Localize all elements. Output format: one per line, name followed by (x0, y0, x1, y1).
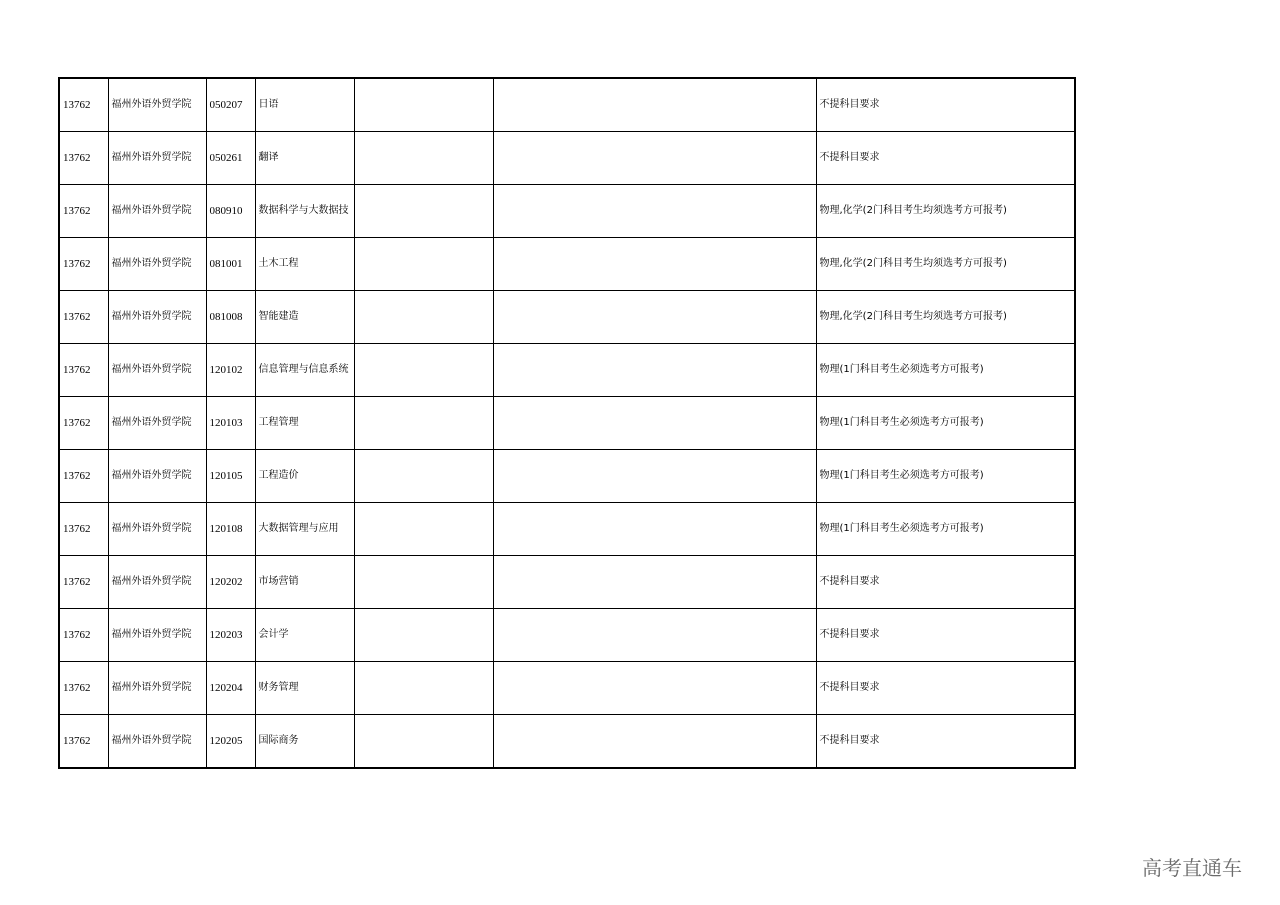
table-row (59, 715, 1075, 769)
major-code-cell: 081001 (206, 238, 255, 291)
empty-cell (354, 132, 493, 185)
school-name-cell: 福州外语外贸学院 (108, 450, 206, 503)
table-row (59, 662, 1075, 715)
school-code-cell: 13762 (59, 503, 108, 556)
empty-cell (493, 450, 816, 503)
major-code-cell: 120205 (206, 715, 255, 769)
empty-cell (354, 662, 493, 715)
major-name-cell: 日语 (255, 78, 354, 132)
subject-requirement-cell: 物理(1门科目考生必须选考方可报考) (816, 450, 1075, 503)
subject-requirement-cell: 物理,化学(2门科目考生均须选考方可报考) (816, 185, 1075, 238)
table-row (59, 344, 1075, 397)
school-name-cell: 福州外语外贸学院 (108, 344, 206, 397)
major-code-cell: 081008 (206, 291, 255, 344)
empty-cell (354, 238, 493, 291)
subject-requirement-cell: 物理,化学(2门科目考生均须选考方可报考) (816, 291, 1075, 344)
school-code-cell: 13762 (59, 185, 108, 238)
major-code-cell: 120204 (206, 662, 255, 715)
subject-requirement-cell: 不提科目要求 (816, 132, 1075, 185)
subject-requirement-cell: 不提科目要求 (816, 662, 1075, 715)
empty-cell (493, 397, 816, 450)
major-name-cell: 大数据管理与应用 (255, 503, 354, 556)
empty-cell (493, 78, 816, 132)
watermark-text: 高考直通车 (1142, 856, 1242, 880)
empty-cell (354, 609, 493, 662)
major-code-cell: 120108 (206, 503, 255, 556)
major-name-cell: 数据科学与大数据技 (255, 185, 354, 238)
empty-cell (493, 132, 816, 185)
major-code-cell: 050207 (206, 78, 255, 132)
empty-cell (493, 291, 816, 344)
school-name-cell: 福州外语外贸学院 (108, 397, 206, 450)
subject-requirements-table (58, 77, 1076, 769)
school-code-cell: 13762 (59, 78, 108, 132)
subject-requirement-cell: 物理,化学(2门科目考生均须选考方可报考) (816, 238, 1075, 291)
school-code-cell: 13762 (59, 556, 108, 609)
major-name-cell: 翻译 (255, 132, 354, 185)
major-name-cell: 会计学 (255, 609, 354, 662)
major-name-cell: 市场营销 (255, 556, 354, 609)
school-code-cell: 13762 (59, 291, 108, 344)
major-code-cell: 120102 (206, 344, 255, 397)
school-name-cell: 福州外语外贸学院 (108, 78, 206, 132)
school-code-cell: 13762 (59, 715, 108, 769)
empty-cell (493, 609, 816, 662)
school-name-cell: 福州外语外贸学院 (108, 132, 206, 185)
table-row (59, 78, 1075, 132)
major-code-cell: 080910 (206, 185, 255, 238)
subject-requirement-cell: 不提科目要求 (816, 609, 1075, 662)
school-code-cell: 13762 (59, 344, 108, 397)
school-code-cell: 13762 (59, 238, 108, 291)
major-name-cell: 财务管理 (255, 662, 354, 715)
empty-cell (354, 450, 493, 503)
subject-requirement-cell: 物理(1门科目考生必须选考方可报考) (816, 397, 1075, 450)
school-name-cell: 福州外语外贸学院 (108, 238, 206, 291)
table-row (59, 132, 1075, 185)
table-row (59, 556, 1075, 609)
empty-cell (354, 291, 493, 344)
empty-cell (493, 556, 816, 609)
table-row (59, 291, 1075, 344)
school-code-cell: 13762 (59, 397, 108, 450)
major-name-cell: 信息管理与信息系统 (255, 344, 354, 397)
empty-cell (354, 503, 493, 556)
table-row (59, 397, 1075, 450)
major-code-cell: 120103 (206, 397, 255, 450)
major-name-cell: 智能建造 (255, 291, 354, 344)
table-row (59, 450, 1075, 503)
table-body (59, 78, 1075, 768)
school-name-cell: 福州外语外贸学院 (108, 715, 206, 769)
empty-cell (493, 503, 816, 556)
empty-cell (493, 238, 816, 291)
empty-cell (493, 344, 816, 397)
school-code-cell: 13762 (59, 609, 108, 662)
school-name-cell: 福州外语外贸学院 (108, 503, 206, 556)
empty-cell (493, 662, 816, 715)
school-name-cell: 福州外语外贸学院 (108, 609, 206, 662)
school-name-cell: 福州外语外贸学院 (108, 556, 206, 609)
major-code-cell: 120105 (206, 450, 255, 503)
school-name-cell: 福州外语外贸学院 (108, 291, 206, 344)
school-name-cell: 福州外语外贸学院 (108, 662, 206, 715)
table-row (59, 185, 1075, 238)
subject-requirement-cell: 物理(1门科目考生必须选考方可报考) (816, 344, 1075, 397)
empty-cell (493, 715, 816, 769)
subject-requirement-cell: 不提科目要求 (816, 556, 1075, 609)
major-name-cell: 工程造价 (255, 450, 354, 503)
empty-cell (354, 397, 493, 450)
table-row (59, 503, 1075, 556)
subject-requirement-cell: 不提科目要求 (816, 715, 1075, 769)
table-row (59, 609, 1075, 662)
empty-cell (354, 185, 493, 238)
empty-cell (354, 556, 493, 609)
empty-cell (493, 185, 816, 238)
major-code-cell: 050261 (206, 132, 255, 185)
subject-requirement-cell: 不提科目要求 (816, 78, 1075, 132)
major-name-cell: 国际商务 (255, 715, 354, 769)
empty-cell (354, 715, 493, 769)
table-row (59, 238, 1075, 291)
empty-cell (354, 78, 493, 132)
school-code-cell: 13762 (59, 450, 108, 503)
major-name-cell: 工程管理 (255, 397, 354, 450)
school-name-cell: 福州外语外贸学院 (108, 185, 206, 238)
subject-requirement-cell: 物理(1门科目考生必须选考方可报考) (816, 503, 1075, 556)
school-code-cell: 13762 (59, 662, 108, 715)
major-code-cell: 120202 (206, 556, 255, 609)
school-code-cell: 13762 (59, 132, 108, 185)
major-name-cell: 土木工程 (255, 238, 354, 291)
major-code-cell: 120203 (206, 609, 255, 662)
empty-cell (354, 344, 493, 397)
